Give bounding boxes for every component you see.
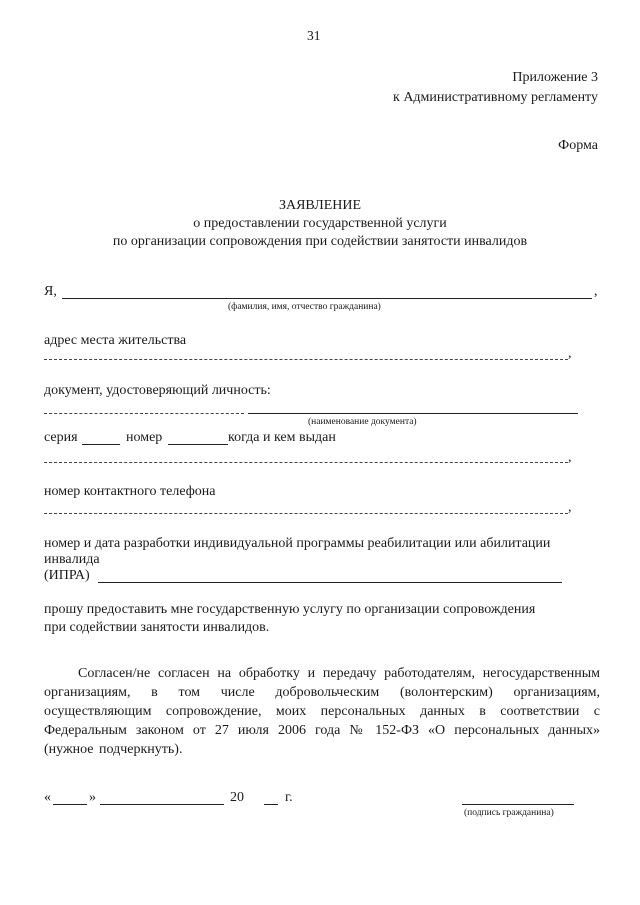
form-label: Форма	[558, 138, 598, 153]
issued-label: когда и кем выдан	[228, 430, 336, 445]
number-label: номер	[126, 430, 163, 445]
date-close-quote: »	[89, 790, 96, 805]
fio-line[interactable]	[62, 298, 592, 299]
signature-hint: (подпись гражданина)	[464, 808, 554, 818]
ipra-label-line2: инвалида	[44, 552, 100, 567]
phone-line[interactable]	[44, 513, 568, 514]
fio-hint: (фамилия, имя, отчество гражданина)	[228, 302, 381, 312]
phone-comma: ,	[568, 500, 572, 515]
document-subtitle-1: о предоставлении государственной услуги	[193, 216, 447, 231]
address-label: адрес места жительства	[44, 333, 187, 348]
document-subtitle-2: по организации сопровождения при содействии занятости инвалидов	[112, 234, 528, 249]
ipra-abbr: (ИПРА)	[44, 568, 90, 583]
request-line-1: прошу предоставить мне государственную услугу по организации сопровождения	[44, 602, 536, 617]
series-label: серия	[44, 430, 78, 445]
appendix-label: Приложение 3	[512, 70, 598, 85]
document-label: документ, удостоверяющий личность:	[44, 383, 271, 398]
fio-comma: ,	[594, 284, 598, 299]
address-comma: ,	[568, 346, 572, 361]
date-year-prefix: 20	[230, 790, 244, 805]
date-year-line[interactable]	[264, 804, 278, 805]
request-line-2: при содействии занятости инвалидов.	[44, 620, 270, 635]
issued-line[interactable]	[44, 462, 568, 463]
document-title: ЗАЯВЛЕНИЕ	[278, 198, 362, 213]
ipra-label-line1: номер и дата разработки индивидуальной программы реабилитации или абилитации	[44, 536, 551, 551]
signature-line[interactable]	[462, 804, 574, 805]
document-line-right[interactable]	[248, 413, 578, 414]
series-line[interactable]	[82, 444, 120, 445]
phone-label: номер контактного телефона	[44, 484, 216, 499]
date-month-line[interactable]	[100, 804, 224, 805]
document-hint: (наименование документа)	[308, 417, 417, 427]
page-number: 31	[307, 28, 321, 43]
number-line[interactable]	[168, 444, 228, 445]
ipra-line[interactable]	[98, 582, 562, 583]
date-year-suffix: г.	[285, 790, 293, 805]
i-label: Я,	[44, 284, 57, 299]
document-line-left[interactable]	[44, 413, 244, 414]
date-day-line[interactable]	[53, 804, 87, 805]
date-open-quote: «	[44, 790, 51, 805]
regulation-label: к Административному регламенту	[393, 90, 598, 105]
issued-comma: ,	[568, 450, 572, 465]
consent-paragraph: Согласен/не согласен на обработку и передачу работодателям, негосударственным организациям, в том числе добровольческим (волонтерским) организациям, осуществляющим сопровождение, моих персональных данных в соответствии с Федеральным законом от 27 июля 2006 года № 152-ФЗ «О персональных данных» (нужное подчеркнуть).	[44, 666, 600, 757]
address-line[interactable]	[44, 359, 568, 360]
